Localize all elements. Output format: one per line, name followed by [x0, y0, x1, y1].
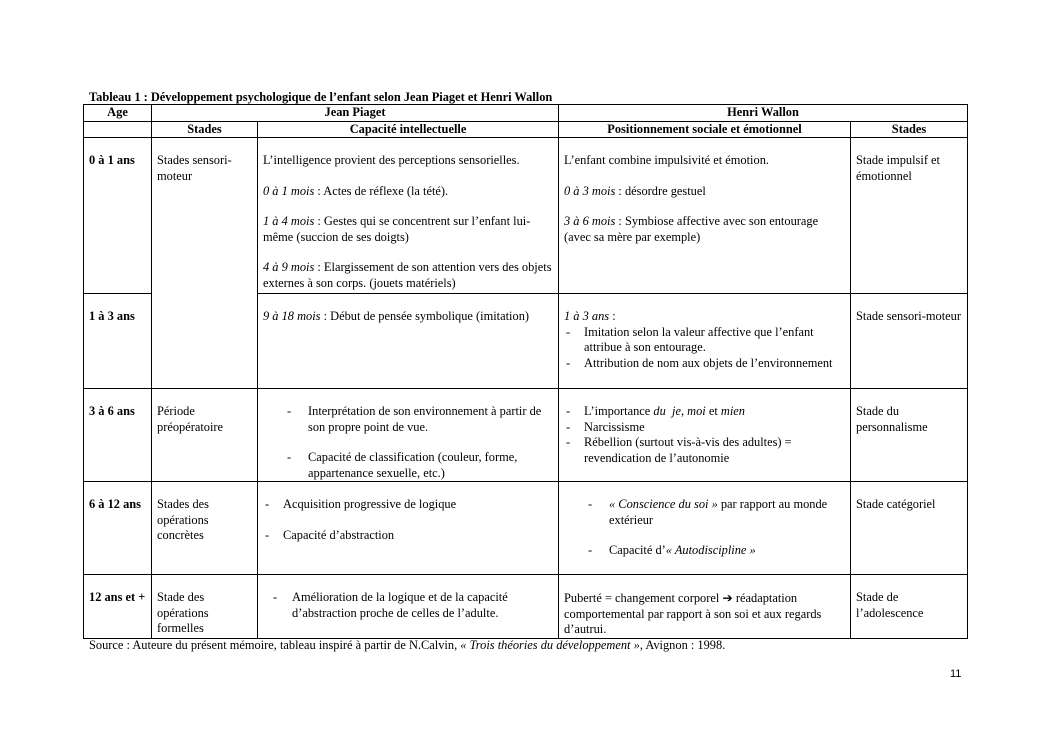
- source-note: Source : Auteure du présent mémoire, tableau inspiré à partir de N.Calvin, « Trois théories du développement », Avignon : 1998.: [89, 638, 726, 652]
- capacite-cell: [258, 294, 559, 389]
- list-item: - « Conscience du soi » par rapport au monde extérieur: [564, 497, 845, 528]
- age-cell: 12 ans et +: [84, 575, 152, 639]
- table-row: [84, 575, 968, 639]
- period: 1 à 4 mois: [263, 214, 315, 228]
- page-number: 11: [950, 668, 962, 680]
- wallon-intro: L’enfant combine impulsivité et émotion.: [564, 153, 769, 167]
- list-item: - Rébellion (surtout vis-à-vis des adultes) = revendication de l’autonomie: [564, 435, 845, 466]
- piaget-stage-cell: Stades sensori-moteur: [152, 138, 258, 389]
- list-item: - Capacité d’« Autodiscipline »: [564, 543, 845, 559]
- header-piaget: Jean Piaget: [152, 105, 559, 122]
- period: 0 à 3 mois: [564, 183, 616, 198]
- wallon-stage-cell: Stade sensori-moteur: [851, 294, 968, 389]
- wallon-cell: [559, 575, 851, 639]
- age-cell: 3 à 6 ans: [84, 389, 152, 482]
- age-cell: 6 à 12 ans: [84, 482, 152, 575]
- wallon-cell: [559, 482, 851, 575]
- list-item: - Attribution de nom aux objets de l’environnement: [564, 356, 845, 372]
- header-row-1: [84, 105, 968, 122]
- wallon-text: Puberté = changement corporel ➔ réadaptation comportemental par rapport à son soi et aux regards d’autrui.: [564, 590, 822, 636]
- wallon-entry: 3 à 6 mois : Symbiose affective avec son entourage (avec sa mère par exemple): [564, 214, 819, 244]
- capacite-entry: 1 à 4 mois : Gestes qui se concentrent sur l’enfant lui-même (succion de ses doigts): [263, 214, 531, 244]
- age-cell: 1 à 3 ans: [84, 294, 152, 389]
- header-row-2: [84, 121, 968, 138]
- capacite-list: [263, 404, 553, 481]
- capacite-entry: 9 à 18 mois : Début de pensée symbolique (imitation): [263, 309, 530, 323]
- piaget-stage-cell: Stades des opérations concrètes: [152, 482, 258, 575]
- list-item: - Imitation selon la valeur affective que l’enfant attribue à son entourage.: [564, 325, 845, 356]
- header-stades-piaget: Stades: [152, 121, 258, 138]
- capacite-cell: [258, 482, 559, 575]
- header-empty: [84, 121, 152, 138]
- wallon-cell: [559, 138, 851, 294]
- capacite-cell: [258, 575, 559, 639]
- table-caption: Tableau 1 : Développement psychologique de l’enfant selon Jean Piaget et Henri Wallon: [89, 90, 553, 104]
- piaget-stage-cell: Stade des opérations formelles: [152, 575, 258, 639]
- capacite-entry: 0 à 1 mois : Actes de réflexe (la tété).: [263, 183, 449, 198]
- wallon-stage-cell: Stade impulsif et émotionnel: [851, 138, 968, 294]
- list-item: - L’importance du je, moi et mien: [564, 404, 845, 420]
- wallon-stage-cell: Stade catégoriel: [851, 482, 968, 575]
- wallon-list: [564, 325, 845, 372]
- table-row: [84, 138, 968, 294]
- capacite-list: [263, 497, 553, 543]
- wallon-cell: [559, 294, 851, 389]
- development-table: [83, 104, 968, 639]
- period: 9 à 18 mois: [263, 309, 321, 323]
- list-item: - Acquisition progressive de logique: [263, 497, 553, 513]
- header-positionnement: Positionnement sociale et émotionnel: [559, 121, 851, 138]
- capacite-cell: [258, 389, 559, 482]
- table-row: [84, 389, 968, 482]
- header-wallon: Henri Wallon: [559, 105, 968, 122]
- header-stades-wallon: Stades: [851, 121, 968, 138]
- wallon-cell: [559, 389, 851, 482]
- list-item: - Interprétation de son environnement à partir de son propre point de vue.: [263, 404, 553, 435]
- capacite-entry: 4 à 9 mois : Elargissement de son attention vers des objets externes à son corps. (jouets matériels): [263, 260, 552, 290]
- period: 0 à 1 mois: [263, 183, 315, 198]
- wallon-list: [564, 497, 845, 559]
- capacite-intro: L’intelligence provient des perceptions sensorielles.: [263, 153, 520, 167]
- table-row: [84, 482, 968, 575]
- header-age: Age: [84, 105, 152, 122]
- period: 3 à 6 mois: [564, 214, 616, 228]
- wallon-stage-cell: Stade de l’adolescence: [851, 575, 968, 639]
- header-capacite: Capacité intellectuelle: [258, 121, 559, 138]
- list-item: - Capacité d’abstraction: [263, 528, 553, 544]
- period: 4 à 9 mois: [263, 260, 315, 274]
- capacite-list: [263, 590, 553, 621]
- list-item: - Amélioration de la logique et de la capacité d’abstraction proche de celles de l’adulte.: [263, 590, 553, 621]
- arrow-icon: ➔: [722, 590, 733, 605]
- list-item: - Narcissisme: [564, 420, 845, 436]
- list-item: - Capacité de classification (couleur, forme, appartenance sexuelle, etc.): [263, 450, 553, 481]
- piaget-stage-cell: Période préopératoire: [152, 389, 258, 482]
- capacite-cell: [258, 138, 559, 294]
- wallon-entry: 0 à 3 mois : désordre gestuel: [564, 183, 706, 198]
- age-cell: 0 à 1 ans: [84, 138, 152, 294]
- wallon-list: [564, 404, 845, 466]
- wallon-stage-cell: Stade du personnalisme: [851, 389, 968, 482]
- wallon-period: 1 à 3 ans :: [564, 309, 616, 323]
